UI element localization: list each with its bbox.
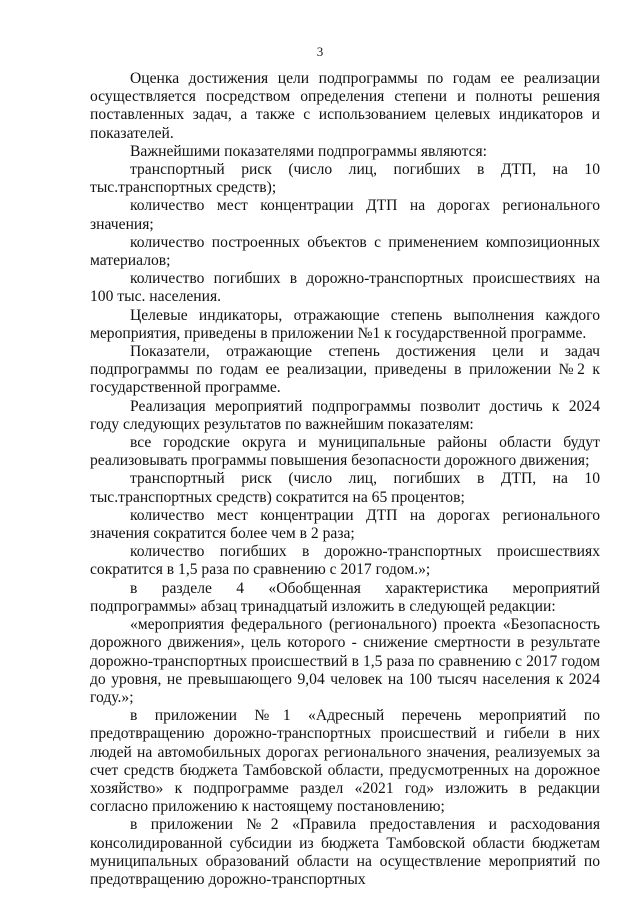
paragraph: «мероприятия федерального (регионального) проекта «Безопасность дорожного движения», цель которого - снижение смертности в результате дорожно-транспортных происшествий в 1,5 раза по сравнению с 2017 годом до уровня, не превышающего 9,04 человек на 100 тысяч населения к 2024 году.»; [90,616,600,706]
paragraph: Важнейшими показателями подпрограммы являются: [130,142,488,160]
paragraph: количество погибших в дорожно-транспортных происшествиях на 100 тыс. населения. [90,270,600,306]
paragraph: Реализация мероприятий подпрограммы позволит достичь к 2024 году следующих результатов по важнейшим показателям: [90,397,600,433]
page-number: 3 [316,44,324,59]
paragraph: транспортный риск (число лиц, погибших в ДТП, на 10 тыс.транспортных средств) сократится на 65 процентов; [90,470,600,506]
paragraph: количество мест концентрации ДТП на дорогах регионального значения сократится более чем в 2 раза; [90,506,600,543]
paragraph: в приложении №1 «Адресный перечень мероприятий по предотвращению дорожно-транспортных происшествий и гибели в них людей на автомобильных дорогах регионального значения, реализуемых за счет средств бюджета Тамбовской области, предусмотренных на дорожное хозяйство» к подпрограмме раздел «2021 год» изложить в редакции согласно приложению к настоящему постановлению; [90,707,600,816]
paragraph: все городские округа и муниципальные районы области будут реализовывать программы повышения безопасности дорожного движения; [90,434,600,470]
paragraph: в разделе 4 «Обобщенная характеристика мероприятий подпрограммы» абзац тринадцатый изложить в следующей редакции: [90,579,600,615]
paragraph: количество погибших в дорожно-транспортных происшествиях сократится в 1,5 раза по сравнению с 2017 годом.»; [90,543,600,579]
document-body [90,70,600,889]
paragraph: транспортный риск (число лиц, погибших в ДТП, на 10 тыс.транспортных средств); [90,161,600,197]
paragraph: Оценка достижения цели подпрограммы по годам ее реализации осуществляется посредством определения степени и полноты решения поставленных задач, а также с использованием целевых индикаторов и показателей. [90,70,600,142]
paragraph: Показатели, отражающие степень достижения цели и задач подпрограммы по годам ее реализации, приведены в приложении №2 к государственной программе. [90,343,600,397]
paragraph: количество построенных объектов с применением композиционных материалов; [90,233,600,270]
paragraph: в приложении №2 «Правила предоставления и расходования консолидированной субсидии из бюджета Тамбовской области бюджетам муниципальных образований области на осуществление мероприятий по предотвращению дорожно-транспортных [90,816,600,888]
paragraph: количество мест концентрации ДТП на дорогах регионального значения; [90,197,600,233]
paragraph: Целевые индикаторы, отражающие степень выполнения каждого мероприятия, приведены в приложении №1 к государственной программе. [90,306,600,342]
